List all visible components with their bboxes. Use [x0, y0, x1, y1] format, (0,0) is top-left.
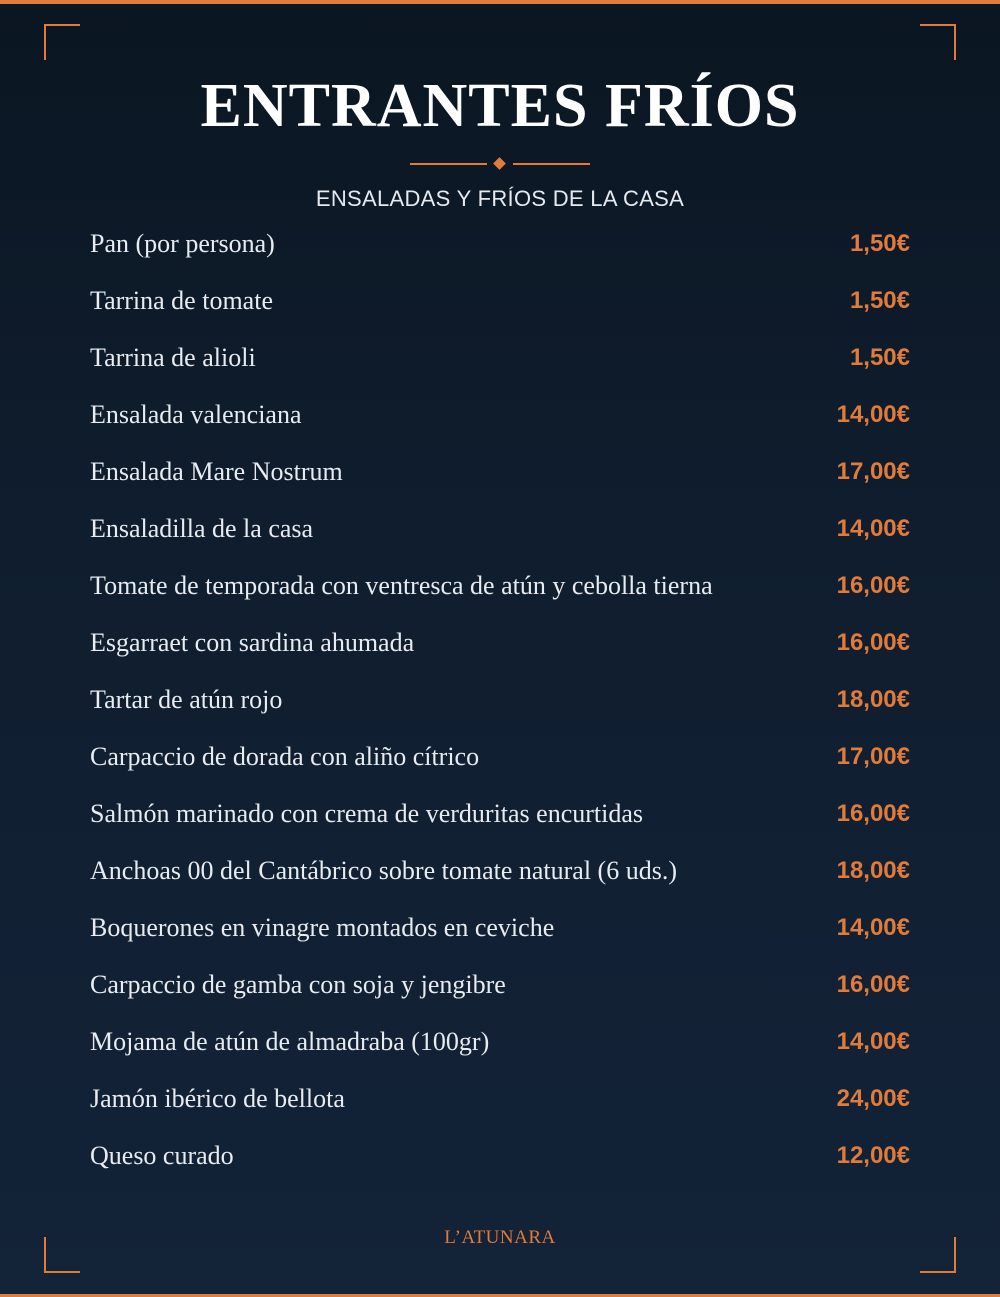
menu-item-price: 16,00€ — [836, 628, 910, 656]
menu-item — [90, 842, 910, 899]
divider-line-left — [410, 163, 487, 165]
menu-item-name: Ensalada valenciana — [90, 399, 302, 429]
menu-item-name: Salmón marinado con crema de verduritas encurtidas — [90, 798, 644, 828]
restaurant-name: L’ATUNARA — [444, 1227, 556, 1248]
menu-item-price: 12,00€ — [836, 1141, 910, 1169]
menu-item — [90, 215, 910, 272]
corner-ornament-top-left — [44, 24, 80, 60]
menu-item-name: Tarrina de tomate — [90, 285, 273, 315]
menu-list — [90, 215, 910, 1184]
menu-item — [90, 614, 910, 671]
menu-item-price: 14,00€ — [836, 1027, 910, 1055]
menu-item-price: 14,00€ — [836, 400, 910, 428]
menu-item-price: 16,00€ — [836, 571, 910, 599]
title-divider — [410, 158, 590, 170]
menu-item-price: 1,50€ — [849, 286, 910, 314]
menu-item-name: Pan (por persona) — [90, 228, 275, 258]
menu-item-price: 14,00€ — [836, 913, 910, 941]
menu-item — [90, 329, 910, 386]
menu-item-name: Anchoas 00 del Cantábrico sobre tomate natural (6 uds.) — [90, 855, 677, 885]
top-accent-bar — [0, 0, 1000, 4]
page-title: ENTRANTES FRÍOS — [200, 72, 800, 140]
menu-item-price: 14,00€ — [836, 514, 910, 542]
menu-item-price: 16,00€ — [836, 799, 910, 827]
menu-item — [90, 272, 910, 329]
menu-item — [90, 443, 910, 500]
menu-item-name: Tartar de atún rojo — [90, 684, 283, 714]
menu-item — [90, 557, 910, 614]
menu-item-price: 17,00€ — [836, 457, 910, 485]
menu-item-price: 24,00€ — [836, 1084, 910, 1112]
menu-item-name: Queso curado — [90, 1140, 234, 1170]
menu-item-name: Jamón ibérico de bellota — [90, 1083, 345, 1113]
menu-item-price: 16,00€ — [836, 970, 910, 998]
menu-item-name: Boquerones en vinagre montados en ceviche — [90, 912, 555, 942]
menu-item-name: Mojama de atún de almadraba (100gr) — [90, 1026, 490, 1056]
menu-item — [90, 728, 910, 785]
menu-item — [90, 386, 910, 443]
menu-item — [90, 500, 910, 557]
menu-item — [90, 671, 910, 728]
menu-item-price: 18,00€ — [836, 685, 910, 713]
menu-item-price: 1,50€ — [849, 229, 910, 257]
menu-item-name: Ensaladilla de la casa — [90, 513, 314, 543]
menu-item — [90, 1127, 910, 1184]
section-subtitle: ENSALADAS Y FRÍOS DE LA CASA — [315, 186, 685, 211]
menu-item-price: 17,00€ — [836, 742, 910, 770]
menu-item — [90, 1013, 910, 1070]
divider-line-right — [513, 163, 590, 165]
menu-item — [90, 899, 910, 956]
menu-item — [90, 785, 910, 842]
menu-item-name: Tarrina de alioli — [90, 342, 256, 372]
menu-item-name: Tomate de temporada con ventresca de atún y cebolla tierna — [90, 570, 713, 600]
menu-item-name: Carpaccio de dorada con aliño cítrico — [90, 741, 480, 771]
diamond-icon — [493, 157, 506, 170]
menu-item-price: 18,00€ — [836, 856, 910, 884]
corner-ornament-top-right — [920, 24, 956, 60]
menu-item — [90, 956, 910, 1013]
menu-item-name: Carpaccio de gamba con soja y jengibre — [90, 969, 506, 999]
menu-item-price: 1,50€ — [849, 343, 910, 371]
menu-item — [90, 1070, 910, 1127]
menu-item-name: Ensalada Mare Nostrum — [90, 456, 343, 486]
menu-item-name: Esgarraet con sardina ahumada — [90, 627, 415, 657]
